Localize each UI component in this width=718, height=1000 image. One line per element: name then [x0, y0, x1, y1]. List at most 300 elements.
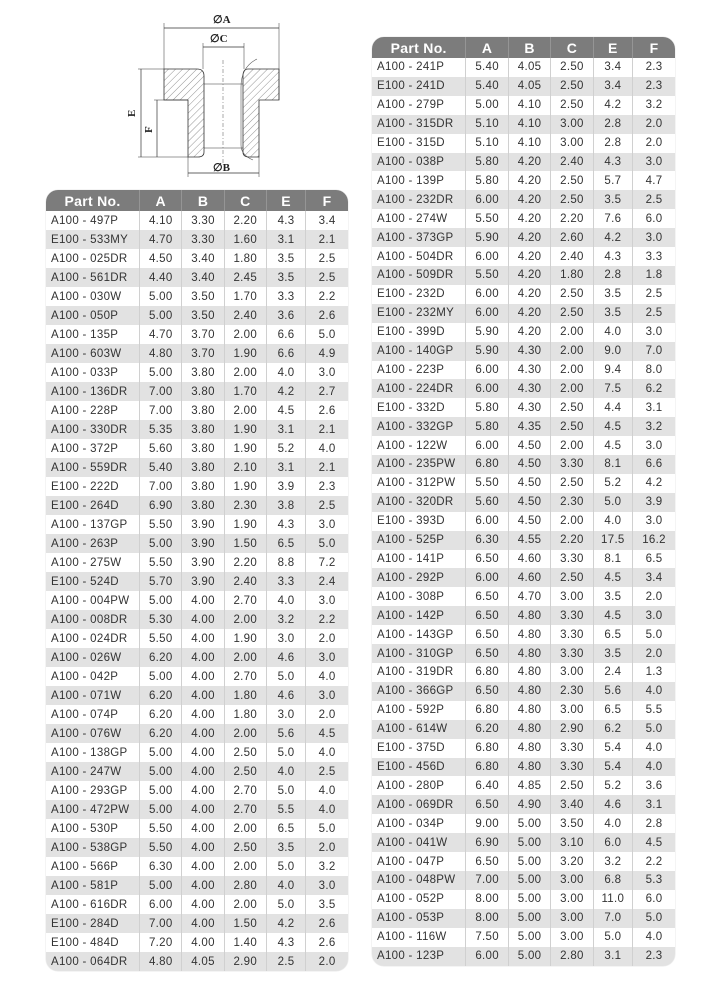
part-number-cell: A100 - 026W — [46, 648, 140, 667]
dimension-e-cell: 3.1 — [593, 947, 632, 966]
dimension-c-cell: 2.90 — [551, 720, 593, 739]
table-row — [46, 230, 348, 249]
dimension-f-cell: 2.1 — [306, 230, 348, 249]
dimension-f-cell: 6.0 — [633, 890, 675, 909]
part-number-cell: A100 - 025DR — [46, 249, 140, 268]
dimension-b-cell: 3.70 — [182, 344, 224, 363]
table-row — [372, 758, 675, 777]
table-row — [372, 833, 675, 852]
dimension-f-cell: 7.2 — [306, 553, 348, 572]
dimension-c-cell: 3.00 — [551, 134, 593, 153]
dimension-f-cell: 2.1 — [306, 458, 348, 477]
dimension-f-cell: 5.0 — [306, 819, 348, 838]
part-number-cell: A100 - 310GP — [372, 644, 466, 663]
part-number-cell: A100 - 504DR — [372, 247, 466, 266]
part-number-cell: A100 - 143GP — [372, 625, 466, 644]
dimension-b-cell: 4.00 — [182, 838, 224, 857]
dimension-b-cell: 4.60 — [508, 568, 550, 587]
dimension-a-cell: 5.00 — [140, 534, 182, 553]
part-number-cell: A100 - 064DR — [46, 952, 140, 971]
table-row — [46, 553, 348, 572]
dimension-b-cell: 4.80 — [508, 682, 550, 701]
table-row — [372, 625, 675, 644]
dimension-c-cell: 1.90 — [224, 344, 266, 363]
part-number-cell: A100 - 053P — [372, 909, 466, 928]
dimension-e-cell: 4.2 — [266, 382, 305, 401]
dimension-a-cell: 6.80 — [466, 739, 508, 758]
dimension-a-cell: 6.00 — [466, 247, 508, 266]
dimension-e-cell: 3.1 — [266, 420, 305, 439]
dimension-b-cell: 3.40 — [182, 249, 224, 268]
column-header-part-no: Part No. — [46, 190, 140, 211]
dimension-f-cell: 7.0 — [633, 342, 675, 361]
table-row — [372, 436, 675, 455]
dimension-b-cell: 4.00 — [182, 724, 224, 743]
dimension-b-cell: 3.80 — [182, 477, 224, 496]
table-row — [372, 512, 675, 531]
dimension-e-cell: 4.5 — [593, 606, 632, 625]
dimension-e-cell: 3.5 — [266, 249, 305, 268]
dimension-f-cell: 6.0 — [633, 209, 675, 228]
part-number-cell: A100 - 050P — [46, 306, 140, 325]
dimension-f-cell: 3.0 — [306, 648, 348, 667]
dimension-a-cell: 5.00 — [140, 743, 182, 762]
dimension-b-cell: 4.00 — [182, 648, 224, 667]
part-number-cell: E100 - 533MY — [46, 230, 140, 249]
part-number-cell: A100 - 139P — [372, 171, 466, 190]
dimension-b-cell: 5.00 — [508, 928, 550, 947]
table-row — [46, 211, 348, 230]
dimension-b-cell: 4.30 — [508, 379, 550, 398]
dimension-e-cell: 2.5 — [266, 952, 305, 971]
dimension-e-cell: 4.6 — [593, 795, 632, 814]
dimension-e-cell: 4.5 — [266, 401, 305, 420]
dimension-b-cell: 5.00 — [508, 909, 550, 928]
label-b: ∅B — [213, 162, 230, 174]
dimension-c-cell: 1.80 — [224, 249, 266, 268]
table-row — [46, 667, 348, 686]
dimension-e-cell: 7.6 — [593, 209, 632, 228]
dimension-f-cell: 2.6 — [306, 306, 348, 325]
dimension-b-cell: 4.90 — [508, 795, 550, 814]
table-row — [46, 458, 348, 477]
table-row — [372, 455, 675, 474]
dimension-b-cell: 4.20 — [508, 285, 550, 304]
dimension-a-cell: 6.80 — [466, 758, 508, 777]
dimension-c-cell: 1.90 — [224, 439, 266, 458]
dimension-c-cell: 3.00 — [551, 701, 593, 720]
part-number-cell: A100 - 616DR — [46, 895, 140, 914]
dimension-b-cell: 3.80 — [182, 382, 224, 401]
dimension-c-cell: 2.90 — [224, 952, 266, 971]
dimension-f-cell: 2.0 — [306, 629, 348, 648]
part-number-cell: A100 - 038P — [372, 153, 466, 172]
dimension-e-cell: 4.4 — [593, 398, 632, 417]
dimension-b-cell: 4.60 — [508, 550, 550, 569]
dimension-a-cell: 5.00 — [466, 96, 508, 115]
dimension-a-cell: 5.10 — [466, 134, 508, 153]
dimension-a-cell: 5.00 — [140, 667, 182, 686]
dimension-c-cell: 3.20 — [551, 852, 593, 871]
dimension-a-cell: 6.50 — [466, 606, 508, 625]
part-number-cell: E100 - 393D — [372, 512, 466, 531]
part-number-cell: A100 - 232DR — [372, 190, 466, 209]
dimension-c-cell: 3.40 — [551, 795, 593, 814]
part-number-cell: A100 - 076W — [46, 724, 140, 743]
dimension-a-cell: 5.50 — [466, 474, 508, 493]
dimension-b-cell: 3.90 — [182, 572, 224, 591]
dimension-a-cell: 5.00 — [140, 363, 182, 382]
table-row — [372, 682, 675, 701]
dimension-a-cell: 5.00 — [140, 876, 182, 895]
dimension-b-cell: 4.30 — [508, 398, 550, 417]
dimension-f-cell: 2.6 — [306, 914, 348, 933]
part-number-cell: A100 - 030W — [46, 287, 140, 306]
dimension-c-cell: 1.50 — [224, 534, 266, 553]
dimension-e-cell: 4.3 — [593, 153, 632, 172]
table-row — [372, 304, 675, 323]
dimension-c-cell: 2.00 — [224, 819, 266, 838]
dimension-f-cell: 2.2 — [306, 610, 348, 629]
part-number-cell: A100 - 052P — [372, 890, 466, 909]
part-number-cell: A100 - 241P — [372, 58, 466, 77]
dimension-a-cell: 6.90 — [140, 496, 182, 515]
part-number-cell: A100 - 315DR — [372, 115, 466, 134]
dimension-e-cell: 4.5 — [593, 568, 632, 587]
part-number-cell: E100 - 399D — [372, 323, 466, 342]
dimension-b-cell: 4.20 — [508, 228, 550, 247]
dimension-c-cell: 1.90 — [224, 420, 266, 439]
dimension-a-cell: 6.00 — [466, 947, 508, 966]
dimension-f-cell: 2.5 — [306, 496, 348, 515]
dimension-a-cell: 6.50 — [466, 625, 508, 644]
column-header-b: B — [182, 190, 224, 211]
dimension-e-cell: 3.0 — [266, 705, 305, 724]
dimension-b-cell: 4.00 — [182, 876, 224, 895]
dimension-f-cell: 2.5 — [633, 190, 675, 209]
dimension-e-cell: 5.7 — [593, 171, 632, 190]
dimension-c-cell: 3.00 — [551, 890, 593, 909]
table-row — [372, 871, 675, 890]
dimension-f-cell: 4.0 — [633, 739, 675, 758]
part-number-cell: A100 - 235PW — [372, 455, 466, 474]
dimension-a-cell: 5.50 — [140, 819, 182, 838]
dimension-e-cell: 7.0 — [593, 909, 632, 928]
dimension-a-cell: 5.60 — [140, 439, 182, 458]
table-row — [372, 228, 675, 247]
part-number-cell: A100 - 614W — [372, 720, 466, 739]
table-row — [46, 591, 348, 610]
dimension-c-cell: 2.00 — [224, 648, 266, 667]
table-row — [372, 606, 675, 625]
dimension-a-cell: 6.00 — [140, 895, 182, 914]
table-row — [46, 781, 348, 800]
table-row — [372, 398, 675, 417]
table-row — [372, 852, 675, 871]
table-row — [46, 420, 348, 439]
dimension-f-cell: 3.0 — [306, 363, 348, 382]
dimension-a-cell: 9.00 — [466, 814, 508, 833]
dimension-e-cell: 4.5 — [593, 417, 632, 436]
dimension-b-cell: 4.00 — [182, 819, 224, 838]
part-number-cell: A100 - 274W — [372, 209, 466, 228]
dimension-a-cell: 4.80 — [140, 952, 182, 971]
dimension-c-cell: 2.20 — [551, 531, 593, 550]
dimension-c-cell: 2.20 — [224, 553, 266, 572]
dimension-c-cell: 3.00 — [551, 587, 593, 606]
dimension-f-cell: 3.0 — [633, 323, 675, 342]
dimension-e-cell: 3.5 — [593, 644, 632, 663]
dimension-f-cell: 3.0 — [633, 153, 675, 172]
dimension-f-cell: 2.3 — [306, 477, 348, 496]
dimension-e-cell: 4.3 — [593, 247, 632, 266]
table-row — [372, 720, 675, 739]
dimension-c-cell: 2.00 — [224, 325, 266, 344]
dimension-e-cell: 5.0 — [593, 493, 632, 512]
dimension-e-cell: 8.1 — [593, 455, 632, 474]
dimension-b-cell: 3.70 — [182, 325, 224, 344]
dimension-b-cell: 4.00 — [182, 610, 224, 629]
dimension-b-cell: 4.20 — [508, 266, 550, 285]
part-number-cell: E100 - 241D — [372, 77, 466, 96]
dimension-b-cell: 4.10 — [508, 96, 550, 115]
dimension-e-cell: 3.1 — [266, 458, 305, 477]
dimension-f-cell: 4.5 — [306, 724, 348, 743]
dimension-c-cell: 2.40 — [551, 247, 593, 266]
part-number-cell: A100 - 024DR — [46, 629, 140, 648]
dimension-e-cell: 3.8 — [266, 496, 305, 515]
dimension-f-cell: 2.2 — [633, 852, 675, 871]
dimension-a-cell: 7.50 — [466, 928, 508, 947]
dimension-c-cell: 2.80 — [551, 947, 593, 966]
dimension-b-cell: 5.00 — [508, 852, 550, 871]
dimension-e-cell: 6.2 — [593, 720, 632, 739]
table-row — [372, 739, 675, 758]
dimension-c-cell: 2.50 — [551, 304, 593, 323]
dimension-f-cell: 3.0 — [306, 686, 348, 705]
dimension-c-cell: 2.30 — [551, 493, 593, 512]
dimension-f-cell: 2.0 — [306, 705, 348, 724]
dimension-b-cell: 3.30 — [182, 230, 224, 249]
dimension-e-cell: 6.8 — [593, 871, 632, 890]
dimension-c-cell: 2.80 — [224, 876, 266, 895]
dimension-f-cell: 2.0 — [633, 115, 675, 134]
dimension-c-cell: 3.30 — [551, 606, 593, 625]
table-row — [46, 249, 348, 268]
dimension-b-cell: 4.80 — [508, 720, 550, 739]
dimension-a-cell: 8.00 — [466, 909, 508, 928]
part-number-cell: A100 - 138GP — [46, 743, 140, 762]
dimension-e-cell: 4.0 — [266, 363, 305, 382]
dimension-c-cell: 2.30 — [224, 496, 266, 515]
dimension-e-cell: 4.3 — [266, 211, 305, 230]
part-number-cell: A100 - 042P — [46, 667, 140, 686]
table-row — [372, 890, 675, 909]
dimension-e-cell: 3.5 — [593, 587, 632, 606]
dimension-b-cell: 4.00 — [182, 591, 224, 610]
dimension-e-cell: 6.6 — [266, 325, 305, 344]
dimension-e-cell: 8.8 — [266, 553, 305, 572]
dimension-e-cell: 6.5 — [266, 534, 305, 553]
dimension-b-cell: 4.50 — [508, 493, 550, 512]
table-row — [372, 153, 675, 172]
dimension-c-cell: 1.60 — [224, 230, 266, 249]
dimension-c-cell: 3.00 — [551, 663, 593, 682]
dimension-f-cell: 16.2 — [633, 531, 675, 550]
part-number-cell: A100 - 122W — [372, 436, 466, 455]
dimension-f-cell: 5.0 — [633, 625, 675, 644]
dimension-b-cell: 5.00 — [508, 814, 550, 833]
dimension-b-cell: 4.50 — [508, 512, 550, 531]
part-number-cell: A100 - 116W — [372, 928, 466, 947]
label-f: F — [143, 126, 155, 133]
dimension-c-cell: 2.30 — [551, 682, 593, 701]
table-row — [46, 306, 348, 325]
dimension-b-cell: 4.80 — [508, 644, 550, 663]
dimension-e-cell: 3.3 — [266, 572, 305, 591]
dimension-b-cell: 3.90 — [182, 534, 224, 553]
table-row — [372, 928, 675, 947]
dimension-e-cell: 4.0 — [266, 762, 305, 781]
part-number-cell: A100 - 004PW — [46, 591, 140, 610]
dimension-c-cell: 2.50 — [551, 96, 593, 115]
table-row — [46, 477, 348, 496]
dimension-c-cell: 1.90 — [224, 629, 266, 648]
dimension-c-cell: 2.50 — [551, 77, 593, 96]
dimension-c-cell: 2.50 — [551, 58, 593, 77]
dimension-f-cell: 3.5 — [306, 895, 348, 914]
dimension-a-cell: 6.00 — [466, 436, 508, 455]
dimension-e-cell: 3.0 — [266, 629, 305, 648]
table-row — [46, 287, 348, 306]
dimension-f-cell: 3.4 — [306, 211, 348, 230]
table-row — [46, 401, 348, 420]
dimension-e-cell: 3.5 — [593, 285, 632, 304]
dimension-e-cell: 5.0 — [266, 895, 305, 914]
dimension-e-cell: 4.6 — [266, 686, 305, 705]
table-row — [372, 247, 675, 266]
part-number-cell: A100 - 275W — [46, 553, 140, 572]
dimension-f-cell: 4.2 — [633, 474, 675, 493]
dimension-e-cell: 3.5 — [593, 304, 632, 323]
dimension-f-cell: 5.5 — [633, 701, 675, 720]
dimension-c-cell: 2.70 — [224, 800, 266, 819]
dimension-f-cell: 6.6 — [633, 455, 675, 474]
dimension-f-cell: 4.9 — [306, 344, 348, 363]
part-number-cell: E100 - 456D — [372, 758, 466, 777]
table-row — [372, 58, 675, 77]
dimension-e-cell: 4.2 — [593, 228, 632, 247]
part-number-cell: A100 - 292P — [372, 568, 466, 587]
dimension-b-cell: 5.00 — [508, 890, 550, 909]
dimension-b-cell: 4.30 — [508, 342, 550, 361]
table-row — [372, 285, 675, 304]
right-dimension-table — [372, 37, 675, 966]
dimension-f-cell: 3.0 — [633, 436, 675, 455]
table-row — [372, 323, 675, 342]
dimension-a-cell: 5.50 — [466, 266, 508, 285]
dimension-f-cell: 2.8 — [633, 814, 675, 833]
dimension-c-cell: 3.30 — [551, 455, 593, 474]
column-header-f: F — [633, 37, 675, 58]
part-number-cell: A100 - 136DR — [46, 382, 140, 401]
dimension-c-cell: 2.00 — [551, 436, 593, 455]
dimension-c-cell: 1.70 — [224, 287, 266, 306]
dimension-c-cell: 1.80 — [224, 705, 266, 724]
table-row — [372, 493, 675, 512]
dimension-a-cell: 5.50 — [466, 209, 508, 228]
dimension-c-cell: 2.00 — [224, 401, 266, 420]
dimension-c-cell: 3.00 — [551, 871, 593, 890]
dimension-e-cell: 3.4 — [593, 77, 632, 96]
dimension-b-cell: 4.00 — [182, 629, 224, 648]
bushing-right-section — [243, 69, 279, 157]
dimension-c-cell: 3.10 — [551, 833, 593, 852]
table-row — [372, 379, 675, 398]
table-row — [46, 344, 348, 363]
dimension-c-cell: 2.70 — [224, 591, 266, 610]
dimension-f-cell: 2.3 — [633, 58, 675, 77]
dimension-c-cell: 2.40 — [224, 306, 266, 325]
dimension-c-cell: 2.00 — [551, 323, 593, 342]
dimension-f-cell: 3.0 — [633, 606, 675, 625]
dimension-e-cell: 5.0 — [266, 781, 305, 800]
dimension-a-cell: 6.40 — [466, 776, 508, 795]
part-number-cell: A100 - 041W — [372, 833, 466, 852]
part-number-cell: A100 - 312PW — [372, 474, 466, 493]
dimension-f-cell: 2.0 — [633, 134, 675, 153]
dimension-a-cell: 4.70 — [140, 230, 182, 249]
dimension-a-cell: 5.60 — [466, 493, 508, 512]
dimension-a-cell: 8.00 — [466, 890, 508, 909]
dimension-e-cell: 4.0 — [266, 591, 305, 610]
left-table-body — [46, 211, 348, 971]
dimension-f-cell: 4.7 — [633, 171, 675, 190]
dimension-f-cell: 3.2 — [633, 96, 675, 115]
part-number-cell: A100 - 074P — [46, 705, 140, 724]
part-number-cell: A100 - 538GP — [46, 838, 140, 857]
dimension-b-cell: 4.80 — [508, 606, 550, 625]
table-row — [372, 947, 675, 966]
dimension-f-cell: 4.0 — [306, 800, 348, 819]
dimension-a-cell: 5.50 — [140, 838, 182, 857]
table-row — [372, 266, 675, 285]
dimension-c-cell: 2.40 — [551, 153, 593, 172]
dimension-e-cell: 4.0 — [593, 512, 632, 531]
dimension-b-cell: 4.00 — [182, 762, 224, 781]
part-number-cell: A100 - 530P — [46, 819, 140, 838]
table-row — [372, 587, 675, 606]
dimension-a-cell: 5.90 — [466, 342, 508, 361]
dimension-a-cell: 5.40 — [466, 58, 508, 77]
dimension-b-cell: 4.35 — [508, 417, 550, 436]
dimension-b-cell: 4.50 — [508, 455, 550, 474]
dimension-e-cell: 9.0 — [593, 342, 632, 361]
dimension-e-cell: 3.2 — [593, 852, 632, 871]
dimension-f-cell: 2.2 — [306, 287, 348, 306]
part-number-cell: A100 - 308P — [372, 587, 466, 606]
dimension-f-cell: 2.1 — [306, 420, 348, 439]
dimension-c-cell: 1.80 — [551, 266, 593, 285]
dimension-e-cell: 5.6 — [266, 724, 305, 743]
part-number-cell: A100 - 223P — [372, 361, 466, 380]
dimension-e-cell: 5.0 — [593, 928, 632, 947]
dimension-a-cell: 5.00 — [140, 762, 182, 781]
dimension-a-cell: 6.00 — [466, 304, 508, 323]
bushing-dimension-diagram — [105, 5, 295, 180]
dimension-f-cell: 3.2 — [633, 417, 675, 436]
table-row — [372, 77, 675, 96]
